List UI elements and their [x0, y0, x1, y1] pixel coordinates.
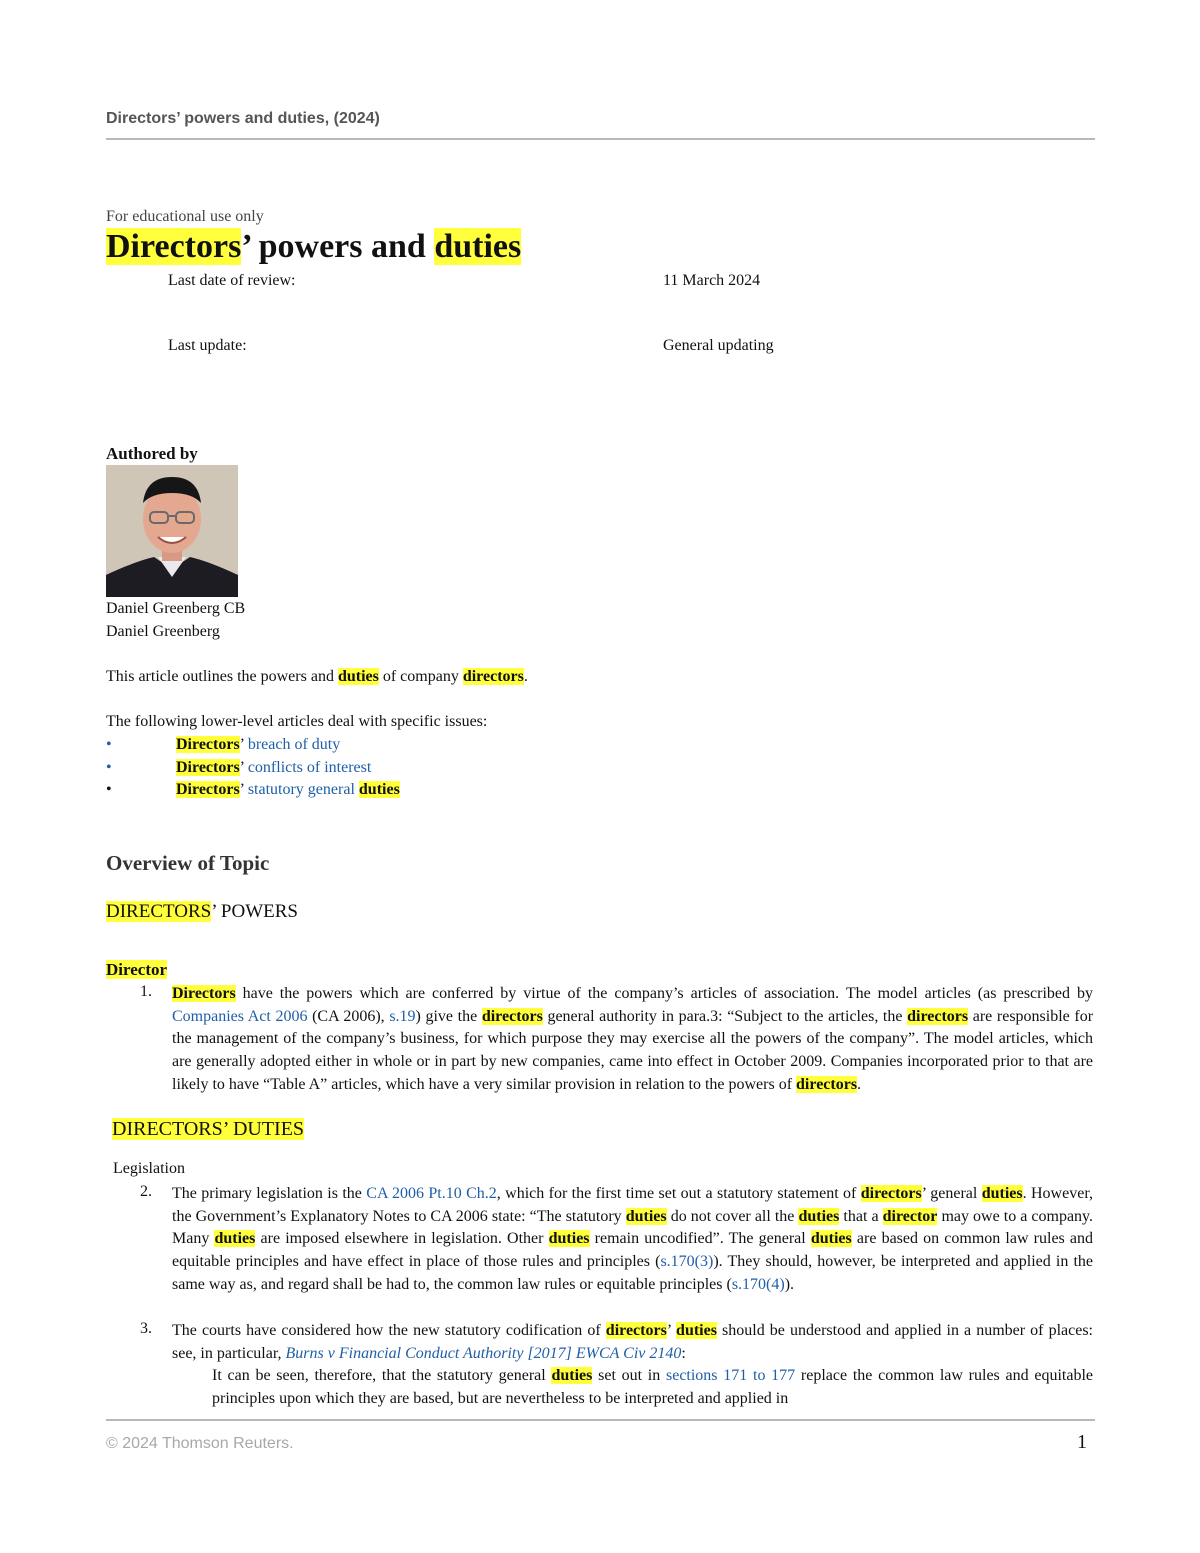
- paragraph-3: [172, 1320, 1093, 1365]
- highlight-directors: Directors: [176, 759, 240, 776]
- author-name-primary: Daniel Greenberg CB: [106, 600, 246, 617]
- review-date-value: 11 March 2024: [663, 272, 761, 289]
- p2-text-12: ).: [784, 1275, 795, 1293]
- author-photo: [106, 465, 238, 597]
- highlight-directors: Directors: [172, 985, 236, 1002]
- overview-heading: Overview of Topic: [106, 851, 270, 875]
- p2-text-6: that a: [839, 1207, 883, 1225]
- link-s170-4[interactable]: s.170(4): [731, 1275, 785, 1293]
- page-number: 1: [1077, 1431, 1087, 1453]
- intro-text-1: This article outlines the powers and: [106, 668, 338, 685]
- highlight-directors: DIRECTORS: [106, 901, 212, 922]
- title-middle: ’ powers and: [241, 228, 435, 265]
- p3-text-1: The courts have considered how the new statutory codification of: [172, 1322, 606, 1339]
- highlight-directors: directors: [481, 1007, 543, 1025]
- highlight-directors: Directors: [176, 736, 240, 753]
- p2-text-3: ’ general: [921, 1185, 982, 1202]
- highlight-duties: duties: [625, 1207, 667, 1225]
- p1-text-4: general authority in para.3: “Subject to the articles, the: [542, 1007, 908, 1025]
- highlight-duties: duties: [214, 1230, 256, 1248]
- title-highlight-directors: Directors: [106, 228, 242, 265]
- link-statutory-general-duties[interactable]: statutory general: [247, 781, 359, 798]
- directors-powers-heading: [106, 901, 298, 923]
- directors-duties-heading: [112, 1118, 304, 1141]
- link-s170-3[interactable]: s.170(3): [660, 1253, 714, 1271]
- highlight-directors: Directors: [176, 781, 240, 798]
- p1-text-3: ) give the: [415, 1007, 482, 1025]
- p1-text-6: .: [857, 1075, 862, 1093]
- p2-text-8: are imposed elsewhere in legislation. Other: [255, 1230, 549, 1248]
- p1-text-2: (CA 2006),: [307, 1007, 390, 1025]
- apostrophe: ’: [239, 781, 248, 798]
- quoted-passage: [212, 1365, 1093, 1410]
- p2-text-11: ). They should, however, be interpreted and applied in the same way as, and regard shall be had to, the common law rules or equitable principles (: [172, 1253, 1093, 1293]
- page-footer: [106, 1419, 1095, 1453]
- highlight-directors: directors: [796, 1075, 858, 1093]
- quote-text-1: It can be seen, therefore, that the statutory general: [212, 1367, 552, 1384]
- educational-notice: For educational use only: [106, 208, 264, 225]
- footer-copyright: © 2024 Thomson Reuters.: [106, 1435, 294, 1452]
- highlight-duties: duties: [548, 1230, 590, 1248]
- paragraph-number: 3.: [140, 1320, 152, 1337]
- highlight-directors: directors: [462, 668, 524, 685]
- highlight-director: Director: [106, 960, 168, 979]
- header-title: Directors’ powers and duties, (2024): [106, 110, 380, 127]
- document-title: [106, 228, 521, 266]
- p1-text-1: have the powers which are conferred by virtue of the company’s articles of association. The model articles (as prescribed by: [235, 985, 1093, 1002]
- p3-text-3: should be understood and applied in a number of places: see, in particular,: [172, 1322, 1094, 1362]
- legislation-subheading: Legislation: [113, 1160, 185, 1177]
- link-s19[interactable]: s.19: [389, 1007, 416, 1025]
- apostrophe: ’: [239, 736, 248, 753]
- title-highlight-duties: duties: [434, 228, 522, 265]
- last-update-label: Last update:: [168, 337, 247, 354]
- link-breach-of-duty[interactable]: breach of duty: [247, 736, 341, 753]
- p2-text-9: remain uncodified”. The general: [589, 1230, 811, 1248]
- highlight-duties: duties: [798, 1207, 840, 1225]
- highlight-duties: duties: [810, 1230, 852, 1248]
- bullet-icon: •: [106, 736, 112, 753]
- highlight-duties: duties: [337, 668, 379, 685]
- intro-sentence: [106, 668, 528, 686]
- paragraph-number: 1.: [140, 983, 152, 1000]
- highlight-duties: duties: [981, 1185, 1023, 1202]
- link-sections-171-177[interactable]: sections 171 to 177: [665, 1367, 796, 1384]
- paragraph-number: 2.: [140, 1183, 152, 1200]
- highlight-duties: duties: [551, 1367, 593, 1384]
- intro-text-2: of company: [378, 668, 463, 685]
- paragraph-1: [172, 983, 1093, 1097]
- p3-text-2: ’: [666, 1322, 677, 1339]
- powers-heading-rest: ’ POWERS: [211, 901, 298, 922]
- paragraph-2: [172, 1183, 1093, 1297]
- p2-text-4: . However, the Government’s Explanatory Notes to CA 2006 state: “The statutory: [172, 1185, 1093, 1225]
- link-conflicts-of-interest[interactable]: conflicts of interest: [247, 759, 372, 776]
- highlight-directors: directors: [907, 1007, 969, 1025]
- author-name-secondary: Daniel Greenberg: [106, 623, 220, 640]
- authored-by-label: Authored by: [106, 444, 198, 463]
- p2-text-5: do not cover all the: [666, 1207, 799, 1225]
- p2-text-1: The primary legislation is the: [172, 1185, 367, 1202]
- lower-level-intro: The following lower-level articles deal with specific issues:: [106, 713, 488, 730]
- highlight-directors: directors: [605, 1322, 667, 1339]
- link-burns-v-fca[interactable]: Burns v Financial Conduct Authority [2017] EWCA Civ 2140: [285, 1344, 682, 1362]
- p1-text-5: are responsible for the management of the company’s business, for which purpose they may exercise all the powers of the company”. The model articles, which are generally adopted either in whole or in part by new companies, came into effect in October 2009. Companies incorporated prior to that are likely to have “Table A” articles, which have a very similar provision in relation to the powers of: [172, 1007, 1094, 1093]
- highlight-duties: duties: [676, 1322, 717, 1339]
- p3-text-4: :: [681, 1344, 686, 1362]
- last-update-value: General updating: [663, 337, 774, 354]
- bullet-icon: •: [106, 781, 112, 798]
- p2-text-10: are based on common law rules and equitable principles and have effect in place of those rules and principles (: [172, 1230, 1094, 1271]
- p2-text-2: , which for the first time set out a statutory statement of: [496, 1185, 861, 1202]
- quote-text-3: replace the common law rules and equitable principles upon which they are based, but are nevertheless to be interpreted and applied in: [212, 1367, 1093, 1407]
- p2-text-7: may owe to a company. Many: [172, 1207, 1094, 1248]
- highlight-directors-duties: DIRECTORS’ DUTIES: [112, 1118, 305, 1140]
- review-date-label: Last date of review:: [168, 272, 296, 289]
- bullet-icon: •: [106, 759, 112, 776]
- page-header: [106, 110, 1095, 140]
- author-photo-image: [106, 465, 238, 597]
- apostrophe: ’: [239, 759, 248, 776]
- link-companies-act-2006[interactable]: Companies Act 2006: [172, 1007, 308, 1025]
- quote-text-2: set out in: [592, 1367, 666, 1384]
- link-ca-2006-pt10-ch2[interactable]: CA 2006 Pt.10 Ch.2: [366, 1185, 497, 1202]
- highlight-director: director: [882, 1207, 938, 1225]
- intro-text-3: .: [523, 668, 528, 685]
- director-subheading: [106, 960, 167, 980]
- highlight-duties: duties: [358, 781, 400, 798]
- highlight-directors: directors: [860, 1185, 922, 1202]
